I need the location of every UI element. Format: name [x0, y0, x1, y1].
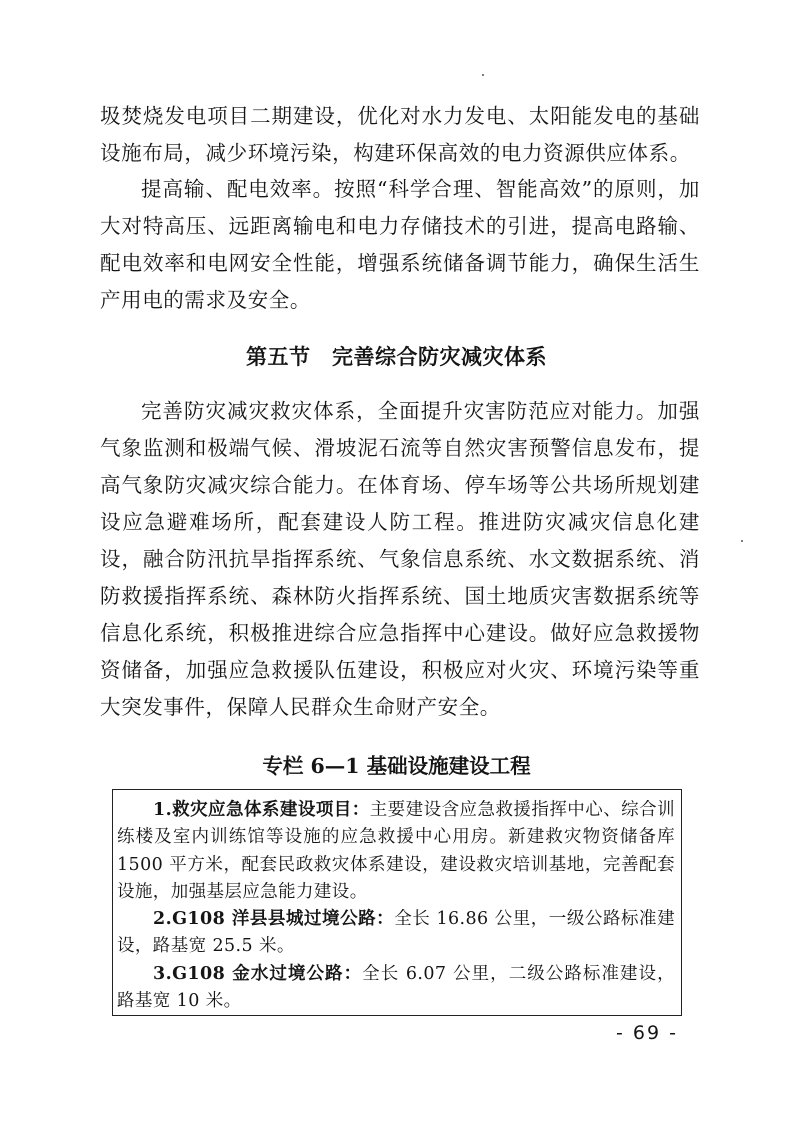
page-number: - 69 - — [616, 1022, 678, 1044]
column-heading: 专栏 6—1 基础设施建设工程 — [262, 754, 531, 778]
column-item-text: 全长 6.07 公里，二级公路标准建设，路基宽 10 米。 — [117, 963, 676, 1012]
column-item-text: 全长 16.86 公里，一级公路标准建设，路基宽 25.5 米。 — [117, 909, 675, 957]
column-item-title: 2.G108 洋县县城过境公路： — [153, 909, 395, 930]
paragraph-power-infrastructure: 圾焚烧发电项目二期建设，优化对水力发电、太阳能发电的基础设施布局，减少环境污染，构建环保高效的电力资源供应体系。 — [100, 104, 700, 165]
column-item-jinshui-bypass — [117, 961, 675, 1016]
column-item-emergency-project — [117, 797, 675, 906]
paragraph-transmission-efficiency: 提高输、配电效率。按照“科学合理、智能高效”的原则，加大对特高压、远距离输电和电力存储技术的引进，提高电路输、配电效率和电网安全性能，增强系统储备调节能力，确保生活生产用电的需求及安全。 — [100, 177, 700, 312]
section-heading: 第五节 完善综合防灾减灾体系 — [246, 344, 547, 369]
scan-speck — [741, 540, 743, 542]
column-item-text: 主要建设含应急救援指挥中心、综合训练楼及室内训练馆等设施的应急救援中心用房。新建救灾物资储备库 1500 平方米，配套民政救灾体系建设，建设救灾培训基地，完善配套设施，加强基层应急能力建设。 — [117, 800, 675, 902]
scan-speck — [482, 74, 484, 76]
column-item-yangxian-bypass — [117, 906, 675, 961]
column-box-content — [117, 797, 675, 1015]
paragraph-disaster-prevention: 完善防灾减灾救灾体系，全面提升灾害防范应对能力。加强气象监测和极端气候、滑坡泥石流等自然灾害预警信息发布，提高气象防灾减灾综合能力。在体育场、停车场等公共场所规划建设应急避难场所，配套建设人防工程。推进防灾减灾信息化建设，融合防汛抗旱指挥系统、气象信息系统、水文数据系统、消防救援指挥系统、森林防火指挥系统、国土地质灾害数据系统等信息化系统，积极推进综合应急指挥中心建设。做好应急救援物资储备，加强应急救援队伍建设，积极应对火灾、环境污染等重大突发事件，保障人民群众生命财产安全。 — [100, 399, 700, 719]
column-item-title: 1.救灾应急体系建设项目： — [153, 800, 370, 820]
column-item-title: 3.G108 金水过境公路： — [153, 963, 363, 984]
